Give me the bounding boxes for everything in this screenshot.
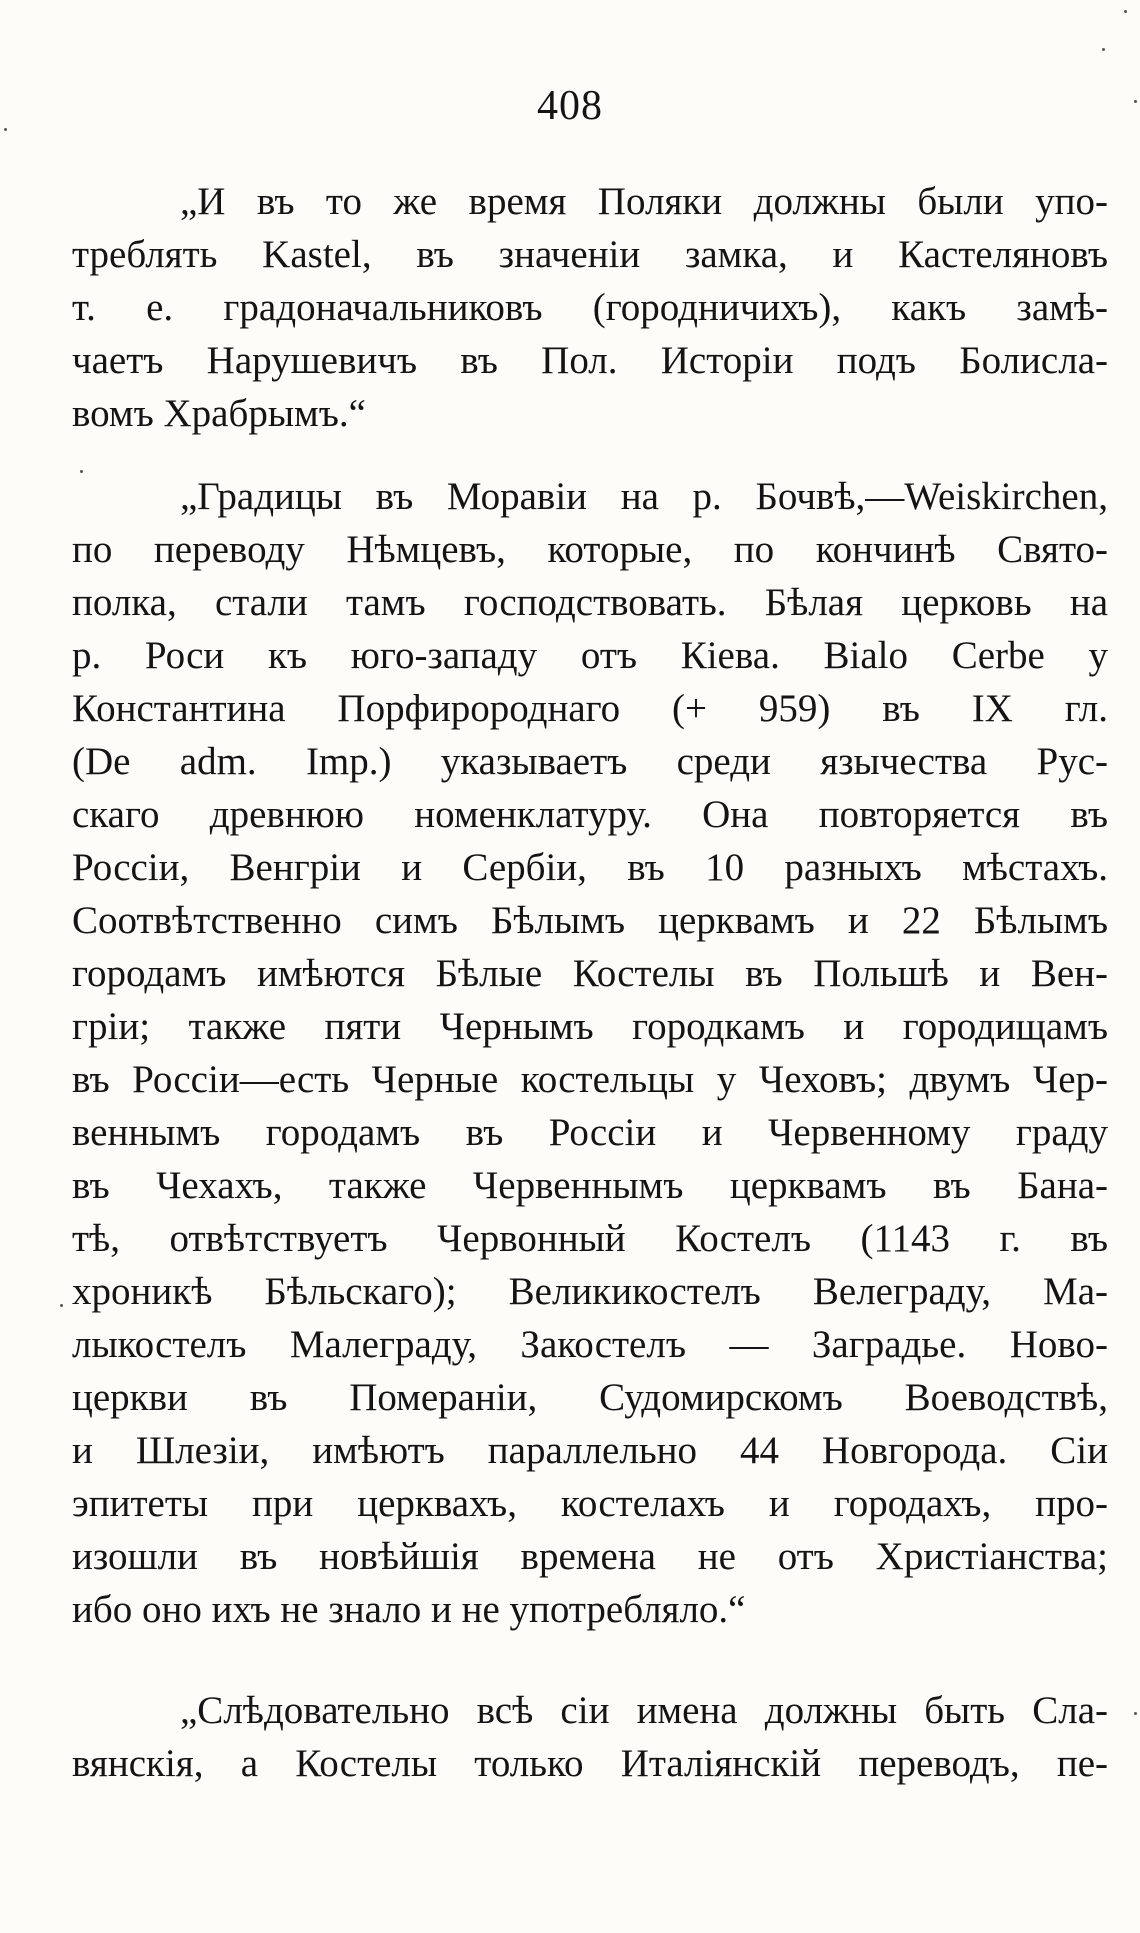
text-line: въ Россіи—есть Черные костельцы у Чеховъ; двумъ Чер- — [72, 1058, 1108, 1101]
scan-speck — [1124, 10, 1127, 13]
scan-speck — [1134, 100, 1137, 103]
text-line: (De adm. Imp.) указываетъ среди язычества Рус- — [72, 740, 1108, 783]
text-line: веннымъ городамъ въ Россіи и Червенному граду — [72, 1111, 1108, 1154]
text-line: изошли въ новѣйшія времена не отъ Христіанства; — [72, 1535, 1108, 1578]
text-line: полка, стали тамъ господствовать. Бѣлая церковь на — [72, 581, 1108, 624]
text-line: т. е. градоначальниковъ (городничихъ), какъ замѣ- — [72, 286, 1108, 329]
scan-speck — [80, 470, 83, 473]
text-line: вомъ Храбрымъ.“ — [72, 392, 366, 435]
text-line: Константина Порфиророднаго (+ 959) въ IX гл. — [72, 687, 1108, 730]
text-line: въ Чехахъ, также Червеннымъ церквамъ въ Бана- — [72, 1164, 1108, 1207]
text-line: городамъ имѣются Бѣлые Костелы въ Польшѣ и Вен- — [72, 952, 1108, 995]
text-line: Соотвѣтственно симъ Бѣлымъ церквамъ и 22 Бѣлымъ — [72, 899, 1108, 942]
paragraph-3 — [72, 1684, 1108, 1790]
text-line: чаетъ Нарушевичъ въ Пол. Исторіи подъ Болисла- — [72, 339, 1108, 382]
text-line: церкви въ Помераніи, Судомирскомъ Воеводствѣ, — [72, 1376, 1108, 1419]
text-line: р. Роси къ юго-западу отъ Кіева. Bialo Cerbe у — [72, 634, 1108, 677]
text-line: эпитеты при церквахъ, костелахъ и городахъ, про- — [72, 1482, 1108, 1525]
text-line: лыкостелъ Малеграду, Закостелъ — Заградье. Ново- — [72, 1323, 1108, 1366]
text-line: хроникѣ Бѣльскаго); Великикостелъ Велеграду, Ма- — [72, 1270, 1108, 1313]
text-line: тѣ, отвѣтствуетъ Червонный Костелъ (1143 г. въ — [72, 1217, 1108, 1260]
text-line: „И въ то же время Поляки должны были упо- — [180, 180, 1108, 223]
scan-speck — [4, 128, 7, 131]
text-line: гріи; также пяти Чернымъ городкамъ и городищамъ — [72, 1005, 1108, 1048]
paragraph-1 — [72, 175, 1108, 440]
text-line: „Слѣдовательно всѣ сіи имена должны быть Сла- — [180, 1689, 1108, 1732]
text-line: по переводу Нѣмцевъ, которые, по кончинѣ Свято- — [72, 528, 1108, 571]
scan-speck — [1134, 1712, 1137, 1715]
text-line: Россіи, Венгріи и Сербіи, въ 10 разныхъ мѣстахъ. — [72, 846, 1108, 889]
text-line: треблять Kastel, въ значеніи замка, и Кастеляновъ — [72, 233, 1108, 276]
scan-speck — [60, 1304, 63, 1307]
page-number: 408 — [537, 83, 603, 129]
paragraph-2 — [72, 470, 1108, 1636]
text-line: вянскія, а Костелы только Италіянскій переводъ, пе- — [72, 1742, 1108, 1785]
scan-speck — [1102, 48, 1105, 51]
text-line: скаго древнюю номенклатуру. Она повторяется въ — [72, 793, 1108, 836]
text-line: ибо оно ихъ не знало и не употребляло.“ — [72, 1588, 746, 1631]
text-line: и Шлезіи, имѣютъ параллельно 44 Новгорода. Сіи — [72, 1429, 1108, 1472]
text-line: „Градицы въ Моравіи на р. Бочвѣ,—Weiskirchen, — [180, 475, 1108, 518]
